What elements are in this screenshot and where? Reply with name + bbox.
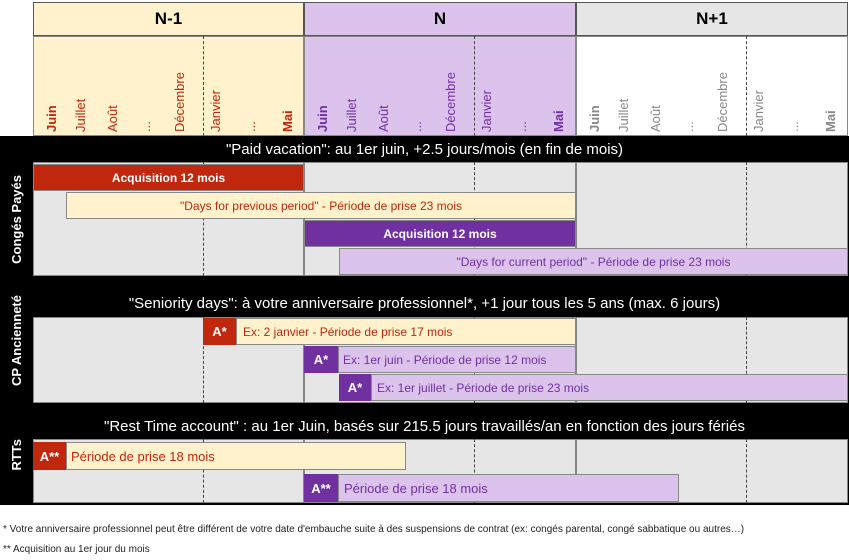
section-label-cp-anciennete: CP Ancienneté [0,276,33,405]
year-header-current: N [304,2,576,36]
month-label: ... [786,121,801,132]
band-seniority-days: "Seniority days": à votre anniversaire professionnel*, +1 jour tous les 5 ans (max. 6 jours) [0,289,849,317]
anc-acquisition-tag-3: A* [339,374,371,401]
month-label: Mai [280,110,295,132]
band-paid-vacation: "Paid vacation": au 1er juin, +2.5 jours/mois (en fin de mois) [0,136,849,162]
month-label: Décembre [443,72,458,132]
month-label: Mai [551,110,566,132]
month-label: ... [514,121,529,132]
month-label: Janvier [751,90,766,132]
rtt-acquisition-tag-2: A** [304,474,338,502]
rtt-prise-bar-2: Période de prise 18 mois [338,474,679,502]
month-divider [746,36,747,136]
month-label: ... [681,121,696,132]
cp-prise-bar-prev: "Days for previous period" - Période de prise 23 mois [66,192,576,219]
rtt-gap [33,405,849,413]
month-label: Janvier [208,90,223,132]
month-label: Juillet [73,98,88,132]
rtt-prise-bar-1: Période de prise 18 mois [66,442,406,470]
month-divider [203,36,204,136]
month-label: Juin [44,105,59,132]
year-header-next: N+1 [576,2,848,36]
month-divider [474,36,475,136]
cp-prise-bar-current: "Days for current period" - Période de prise 23 mois [339,248,848,275]
section-label-conges-payes: Congés Payés [0,162,33,276]
section-label-rtts: RTTs [0,405,33,505]
month-label: ... [243,121,258,132]
anc-acquisition-tag-2: A* [304,346,338,373]
anc-prise-bar-2: Ex: 1er juin - Période de prise 12 mois [338,346,576,373]
anc-prise-bar-3: Ex: 1er juillet - Période de prise 23 mois [371,374,848,401]
footnote-anniversary: * Votre anniversaire professionnel peut être différent de votre date d'embauche suite à des suspensions de contrat (ex: congés parental, congé sabbatique ou autres…) [3,524,745,535]
month-label: ... [138,121,153,132]
month-label: Juillet [616,98,631,132]
footnote-acquisition: ** Acquisition au 1er jour du mois [3,544,150,555]
month-label: Août [648,105,663,132]
band-rest-time-account: "Rest Time account" : au 1er Juin, basés sur 215.5 jours travaillés/an en fonction des jours fériés [0,413,849,439]
month-label: ... [409,121,424,132]
rtt-acquisition-tag-1: A** [33,442,66,470]
month-label: Juin [587,105,602,132]
anc-acquisition-tag-1: A* [203,318,236,345]
grid-divider [746,439,747,503]
month-label: Janvier [479,90,494,132]
month-label: Juillet [344,98,359,132]
month-label: Décembre [715,72,730,132]
month-label: Juin [315,105,330,132]
month-label: Mai [823,110,838,132]
cp-acquisition-bar-prev: Acquisition 12 mois [33,164,304,191]
month-label: Décembre [172,72,187,132]
anc-gap [33,276,849,289]
month-label: Août [376,105,391,132]
month-label: Août [105,105,120,132]
year-header-prev: N-1 [33,2,304,36]
cp-acquisition-bar-current: Acquisition 12 mois [304,220,576,247]
anc-prise-bar-1: Ex: 2 janvier - Période de prise 17 mois [236,318,576,345]
